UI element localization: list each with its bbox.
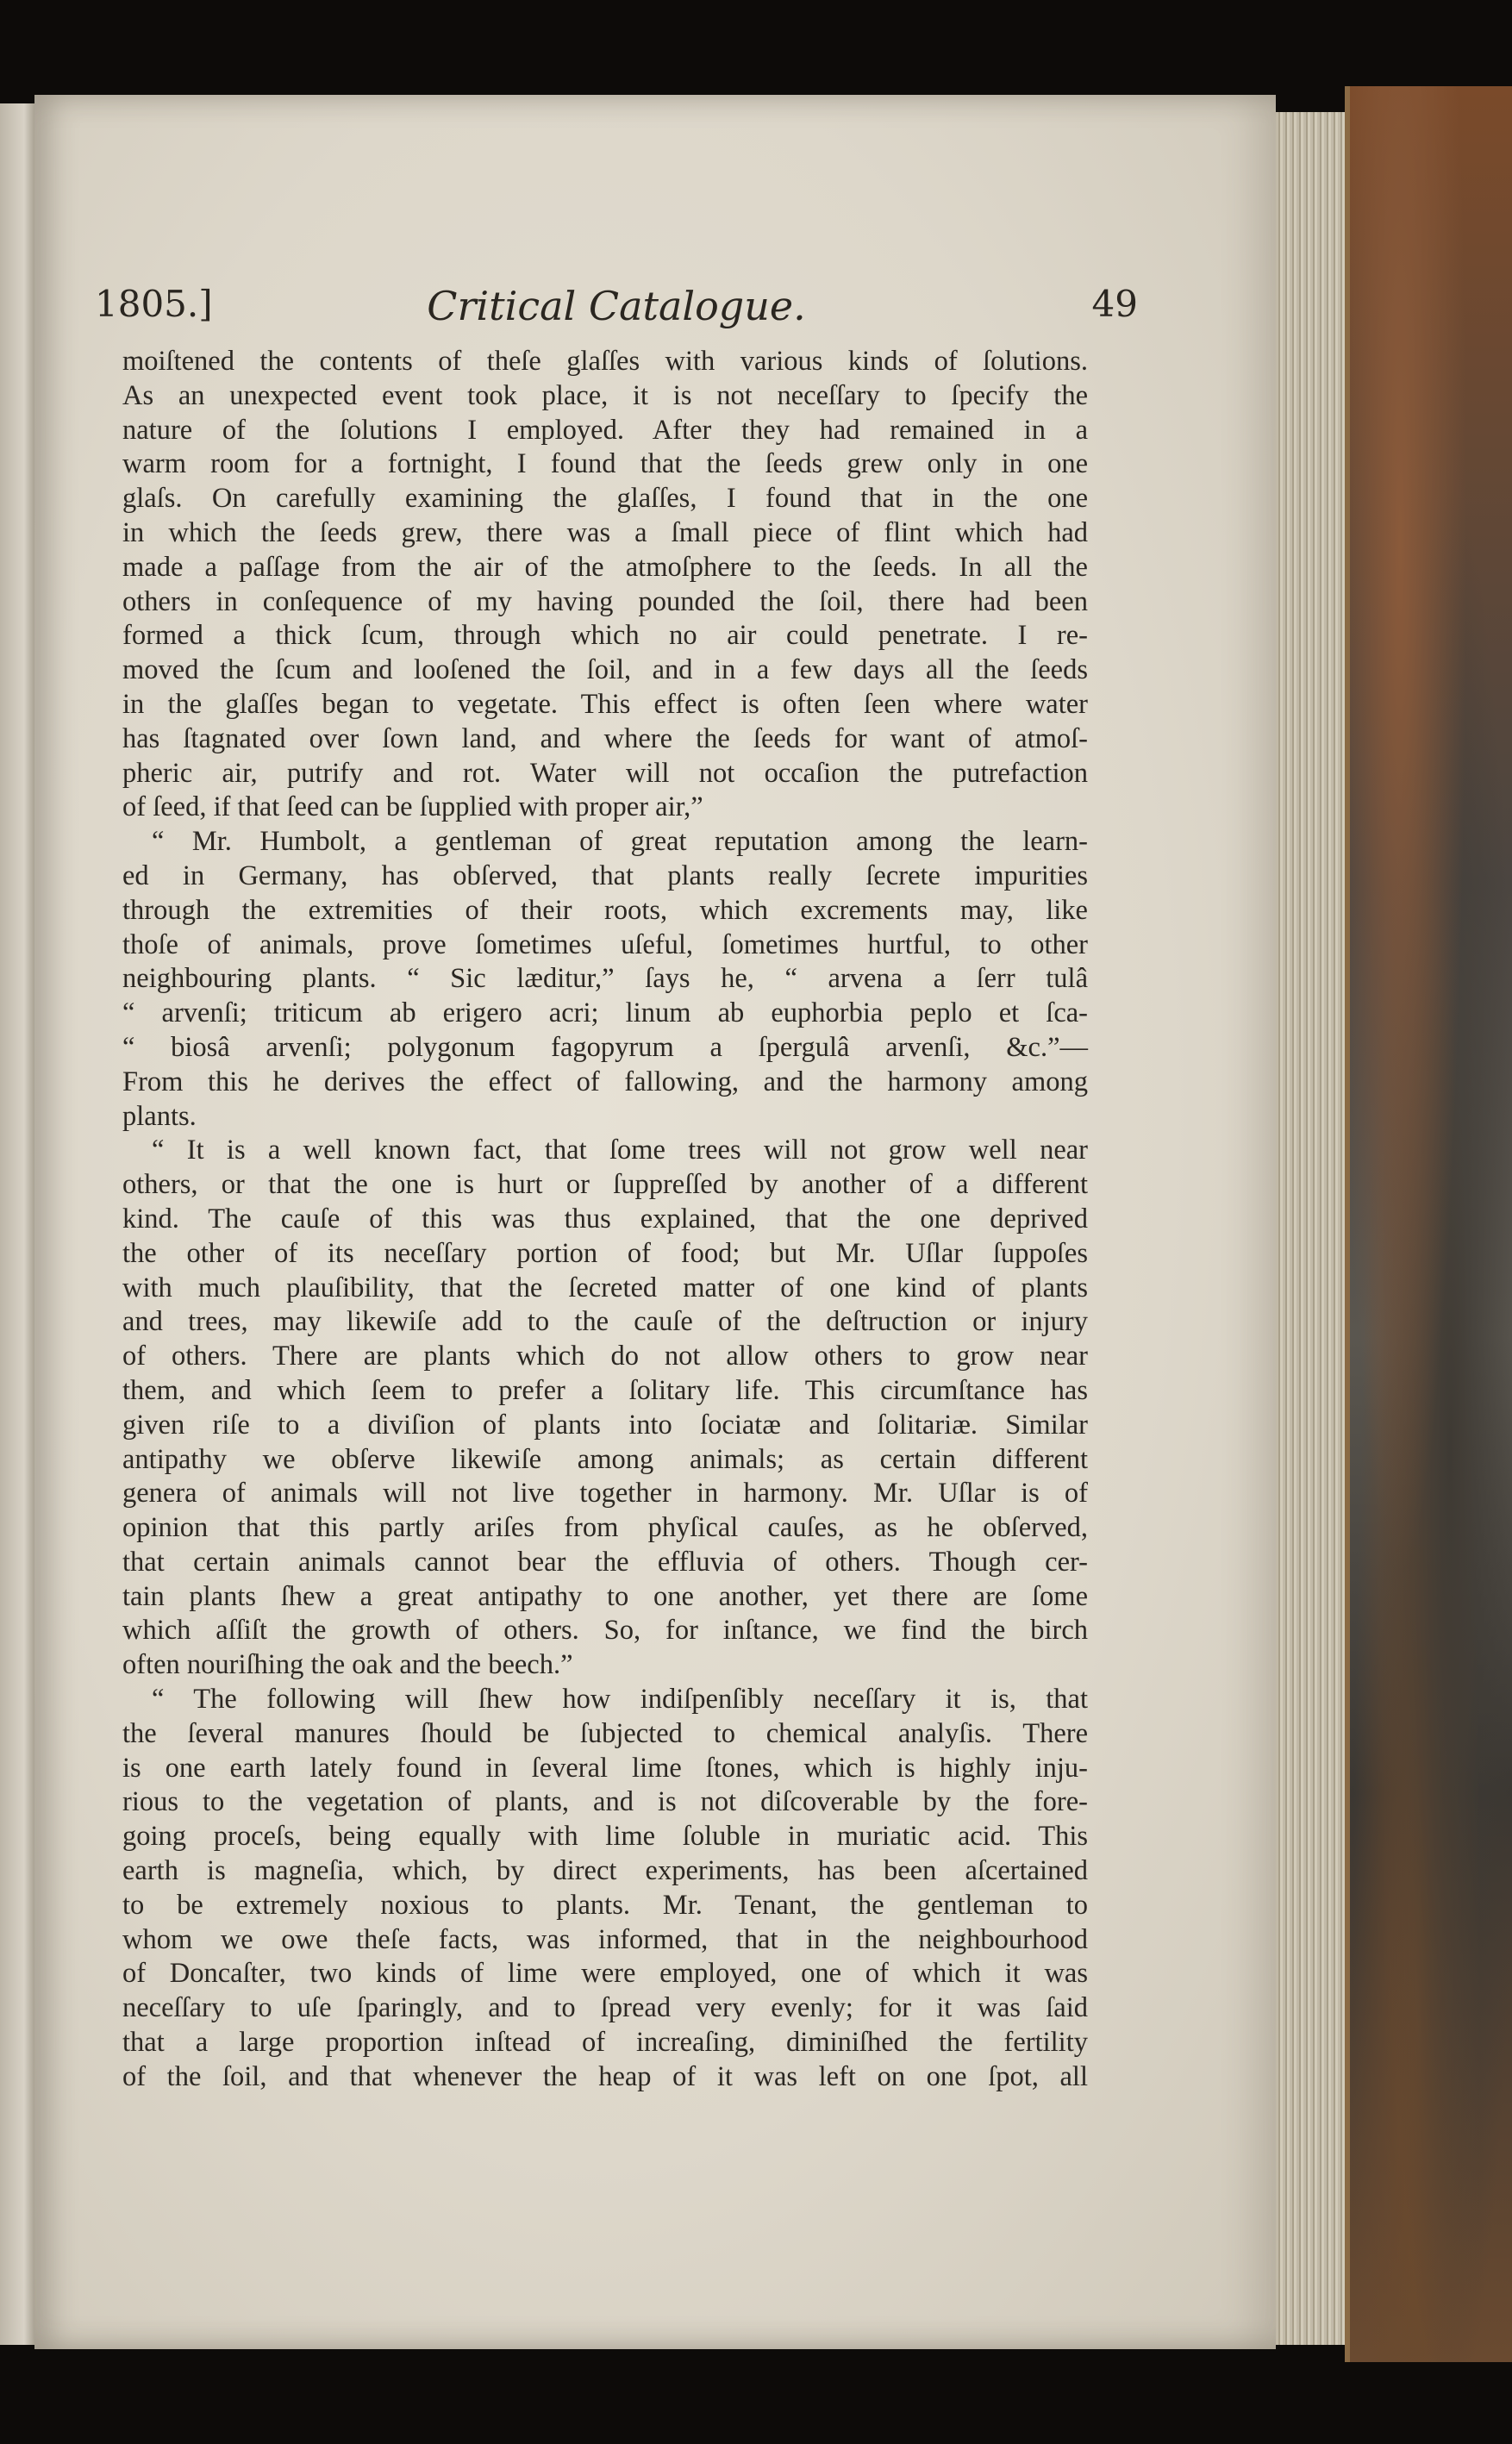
text-line: From this he derives the effect of fallowing, and the harmony among <box>122 1066 1088 1097</box>
text-line: of the ſoil, and that whenever the heap of it was left on one ſpot, all <box>122 2060 1088 2092</box>
text-line: pheric air, putrify and rot. Water will not occaſion the putrefaction <box>122 757 1088 789</box>
text-line: moved the ſcum and looſened the ſoil, and in a few days all the ſeeds <box>122 654 1088 686</box>
text-line: glaſs. On carefully examining the glaſſes, I found that in the one <box>122 483 1088 515</box>
text-line: tain plants ſhew a great antipathy to one another, yet there are ſome <box>122 1580 1088 1612</box>
body-text <box>122 345 1088 2095</box>
page-block-edges <box>1276 112 1346 2345</box>
text-line: with much plauſibility, that the ſecreted matter of one kind of plants <box>122 1272 1088 1303</box>
text-line: opinion that this partly ariſes from phyſical cauſes, as he obſerved, <box>122 1512 1088 1544</box>
text-line: in the glaſſes began to vegetate. This effect is often ſeen where water <box>122 688 1088 720</box>
text-line: that certain animals cannot bear the effluvia of others. Though cer- <box>122 1546 1088 1578</box>
text-line: moiſtened the contents of theſe glaſſes with various kinds of ſolutions. <box>122 346 1088 377</box>
text-line: “ arvenſi; triticum ab erigero acri; linum ab euphorbia peplo et ſca- <box>122 997 1088 1029</box>
text-line: genera of animals will not live together in harmony. Mr. Uſlar is of <box>122 1478 1088 1510</box>
running-head-year: 1805.] <box>95 283 213 325</box>
text-line: As an unexpected event took place, it is not neceſſary to ſpecify the <box>122 379 1088 411</box>
text-line: through the extremities of their roots, which excrements may, like <box>122 894 1088 926</box>
facing-page-edge <box>0 103 34 2345</box>
text-line: given riſe to a diviſion of plants into ſociatæ and ſolitariæ. Similar <box>122 1409 1088 1441</box>
text-line: whom we owe theſe facts, was informed, that in the neighbourhood <box>122 1923 1088 1955</box>
text-line: thoſe of animals, prove ſometimes uſeful, ſometimes hurtful, to other <box>122 928 1088 960</box>
text-line: “ The following will ſhew how indiſpenſibly neceſſary it is, that <box>152 1684 1088 1716</box>
text-line: that a large proportion inſtead of increaſing, diminiſhed the fertility <box>122 2027 1088 2059</box>
text-line: rious to the vegetation of plants, and is not diſcoverable by the fore- <box>122 1786 1088 1818</box>
text-line: of others. There are plants which do not allow others to grow near <box>122 1341 1088 1372</box>
text-line: to be extremely noxious to plants. Mr. Tenant, the gentleman to <box>122 1889 1088 1921</box>
text-line: often nouriſhing the oak and the beech.” <box>122 1649 573 1681</box>
text-line: is one earth lately found in ſeveral lime ſtones, which is highly inju- <box>122 1752 1088 1784</box>
text-line: “ It is a well known fact, that ſome trees will not grow well near <box>152 1134 1088 1166</box>
marbled-cover <box>1345 86 1512 2362</box>
text-line: neighbouring plants. “ Sic læditur,” ſays he, “ arvena a ſerr tulâ <box>122 963 1088 995</box>
text-line: of Doncaſter, two kinds of lime were employed, one of which it was <box>122 1958 1088 1990</box>
text-line: warm room for a fortnight, I found that the ſeeds grew only in one <box>122 448 1088 480</box>
text-line: in which the ſeeds grew, there was a ſmall piece of flint which had <box>122 516 1088 548</box>
text-line: the other of its neceſſary portion of food; but Mr. Uſlar ſuppoſes <box>122 1237 1088 1269</box>
text-line: the ſeveral manures ſhould be ſubjected to chemical analyſis. There <box>122 1717 1088 1749</box>
text-line: antipathy we obſerve likewiſe among animals; as certain different <box>122 1443 1088 1475</box>
running-head <box>95 283 1138 334</box>
text-line: nature of the ſolutions I employed. After they had remained in a <box>122 414 1088 446</box>
text-line: made a paſſage from the air of the atmoſphere to the ſeeds. In all the <box>122 551 1088 583</box>
paper-speck <box>302 2289 310 2297</box>
text-line: has ſtagnated over ſown land, and where the ſeeds for want of atmoſ- <box>122 722 1088 754</box>
text-line: plants. <box>122 1100 197 1132</box>
text-line: earth is magneſia, which, by direct experiments, has been aſcertained <box>122 1855 1088 1887</box>
text-line: and trees, may likewiſe add to the cauſe of the deſtruction or injury <box>122 1306 1088 1338</box>
text-line: others in conſequence of my having pounded the ſoil, there had been <box>122 585 1088 617</box>
text-line: going proceſs, being equally with lime ſoluble in muriatic acid. This <box>122 1821 1088 1853</box>
running-head-title: Critical Catalogue. <box>427 283 806 329</box>
text-line: “ biosâ arvenſi; polygonum fagopyrum a ſpergulâ arvenſi, &c.”— <box>122 1031 1088 1063</box>
text-line: neceſſary to uſe ſparingly, and to ſpread very evenly; for it was ſaid <box>122 1992 1088 2024</box>
text-line: kind. The cauſe of this was thus explained, that the one deprived <box>122 1203 1088 1235</box>
text-line: which aſſiſt the growth of others. So, for inſtance, we find the birch <box>122 1615 1088 1647</box>
text-line: others, or that the one is hurt or ſuppreſſed by another of a different <box>122 1169 1088 1201</box>
text-line: them, and which ſeem to prefer a ſolitary life. This circumſtance has <box>122 1374 1088 1406</box>
text-line: formed a thick ſcum, through which no air could penetrate. I re- <box>122 620 1088 652</box>
page-number: 49 <box>1091 283 1138 325</box>
text-line: “ Mr. Humbolt, a gentleman of great reputation among the learn- <box>152 826 1088 858</box>
text-line: ed in Germany, has obſerved, that plants really ſecrete impurities <box>122 859 1088 891</box>
text-line: of ſeed, if that ſeed can be ſupplied with proper air,” <box>122 791 703 823</box>
